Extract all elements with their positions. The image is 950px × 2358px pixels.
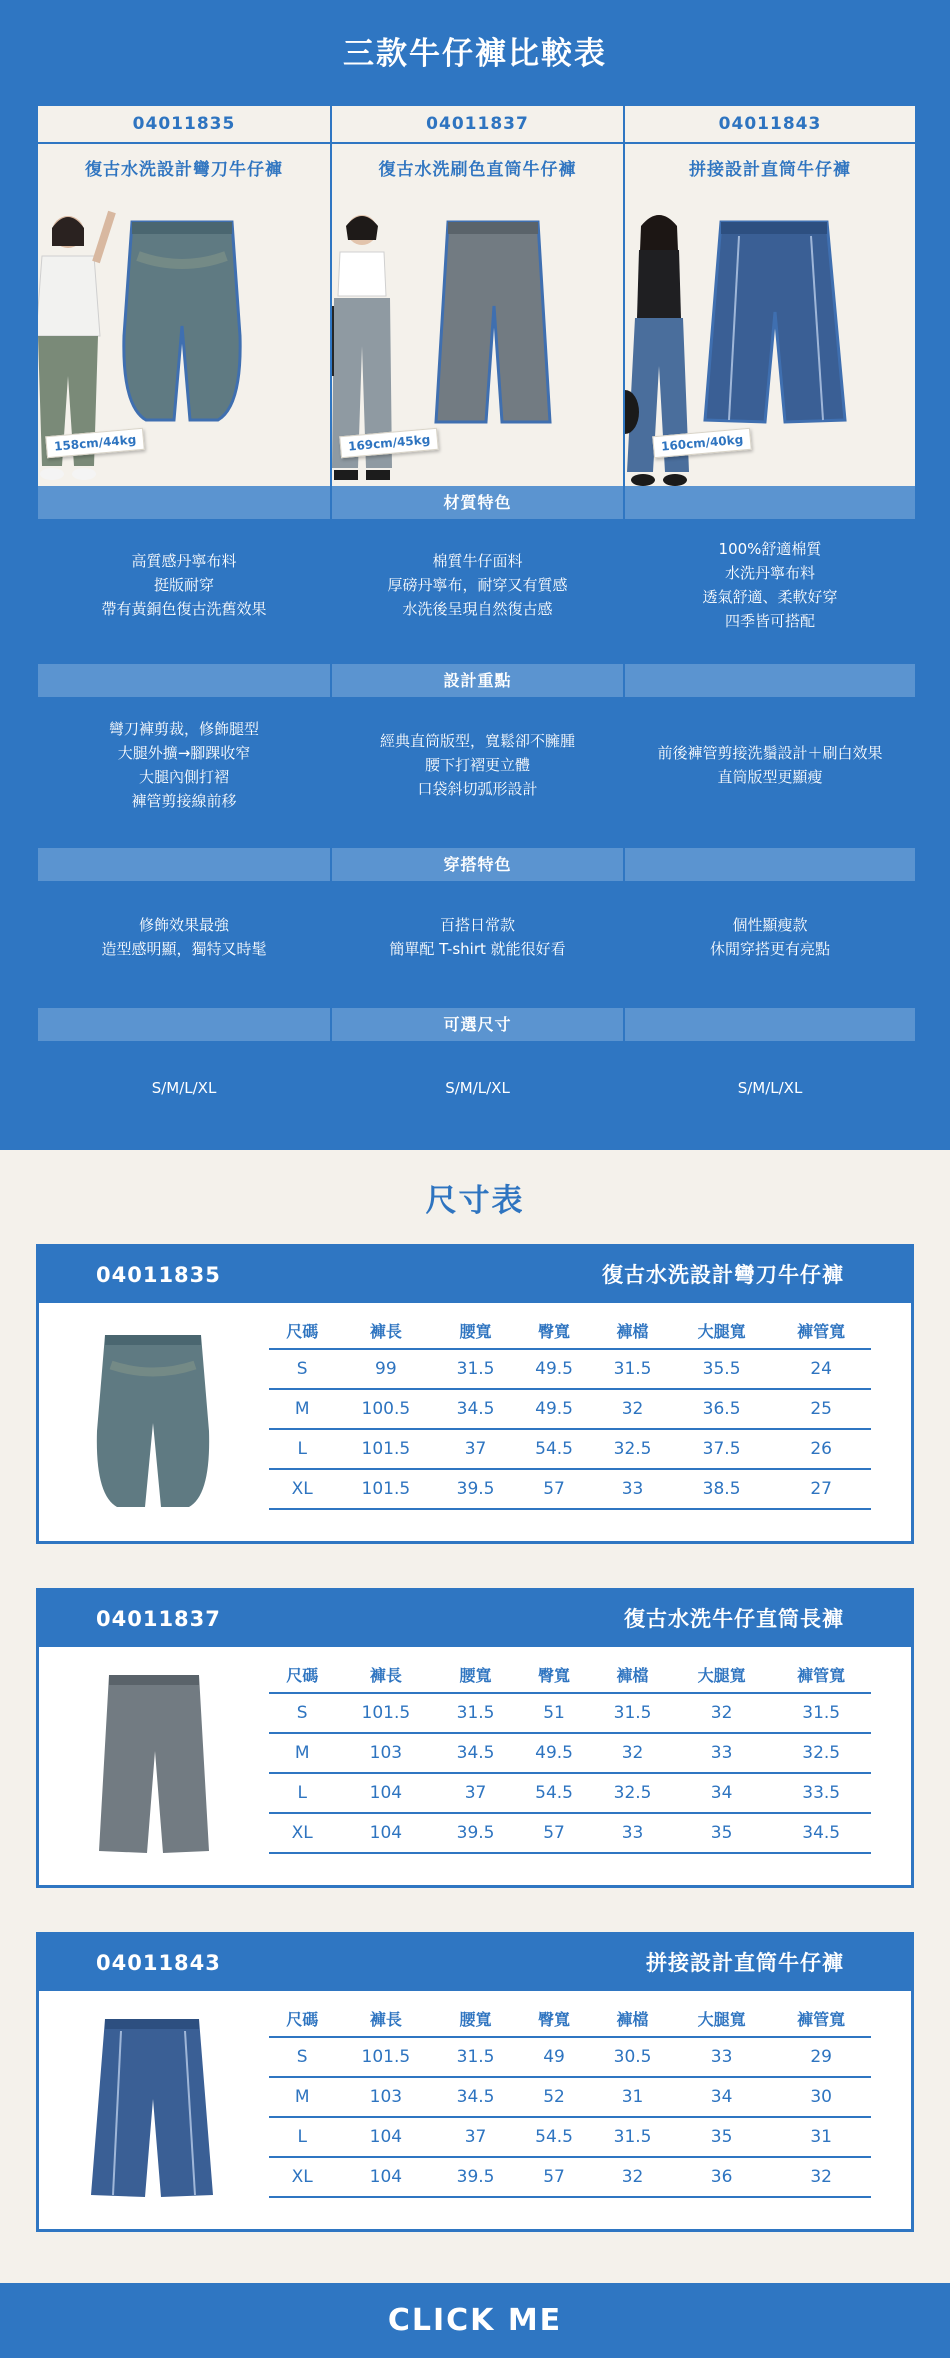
product-code-2: 04011837: [332, 106, 623, 142]
cell: 103: [335, 1733, 436, 1773]
product-name: 復古水洗設計彎刀牛仔褲: [85, 160, 283, 180]
section-bar: [38, 1008, 330, 1041]
section-bar: [38, 848, 330, 881]
section-bar: [38, 664, 330, 697]
col-waist: 腰寬: [436, 1657, 515, 1693]
size-chart-title: 尺寸表: [425, 1183, 525, 1219]
cell: L: [269, 2117, 335, 2157]
col-hem: 褲管寬: [771, 1657, 871, 1693]
col-hip: 臀寬: [515, 1313, 594, 1349]
comparison-title: 三款牛仔褲比較表: [343, 36, 607, 72]
col-size: 尺碼: [269, 2001, 335, 2037]
cell: 31.5: [771, 1693, 871, 1733]
model-measure-tag: 169cm/45kg: [339, 428, 439, 458]
col-hip: 臀寬: [515, 2001, 594, 2037]
cell: 35: [672, 1813, 772, 1853]
cell: 32: [771, 2157, 871, 2197]
cell: 29: [771, 2037, 871, 2077]
col-rise: 褲檔: [593, 1657, 672, 1693]
cell: 33: [672, 2037, 772, 2077]
cell: XL: [269, 2157, 335, 2197]
section-bar: [625, 664, 915, 697]
styling-cell-1: 修飾效果最強 造型感明顯，獨特又時髦: [101, 916, 267, 958]
cell: 36.5: [672, 1389, 772, 1429]
size-table-header-row: [269, 1313, 871, 1349]
cell: 99: [335, 1349, 436, 1389]
col-thigh: 大腿寬: [672, 2001, 772, 2037]
size-table-code: 04011835: [96, 1263, 221, 1287]
cell: 31.5: [593, 1693, 672, 1733]
col-hip: 臀寬: [515, 1657, 594, 1693]
size-table-box-3: [36, 1932, 914, 2232]
size-table-code: 04011837: [96, 1607, 221, 1631]
cell: 101.5: [335, 1469, 436, 1509]
product-panel-1: [38, 144, 330, 490]
cell: 49.5: [515, 1733, 594, 1773]
col-size: 尺碼: [269, 1313, 335, 1349]
cell: L: [269, 1773, 335, 1813]
cell: 104: [335, 2117, 436, 2157]
panel-jeans-image: [699, 216, 849, 428]
col-length: 褲長: [335, 1657, 436, 1693]
product-name: 復古水洗刷色直筒牛仔褲: [378, 160, 577, 180]
product-panel-3: [625, 144, 915, 490]
section-bar: [625, 1008, 915, 1041]
cell: 26: [771, 1429, 871, 1469]
cell: 33: [672, 1733, 772, 1773]
cell: 31.5: [436, 1349, 515, 1389]
click-me-label: CLICK ME: [387, 2303, 563, 2338]
design-cell-2: 經典直筒版型，寬鬆卻不臃腫 腰下打褶更立體 口袋斜切弧形設計: [379, 732, 575, 798]
cell: 104: [335, 2157, 436, 2197]
size-table-2: [269, 1657, 871, 1854]
barrel-jeans-thumb: [93, 1331, 213, 1511]
cell: 31.5: [436, 1693, 515, 1733]
sizes-cell-3: S/M/L/XL: [737, 1079, 803, 1097]
cell: 32: [593, 1733, 672, 1773]
cell: 57: [515, 1469, 594, 1509]
cell: 34: [672, 1773, 772, 1813]
size-table-header-row: [269, 1657, 871, 1693]
cell: 57: [515, 2157, 594, 2197]
cell: S: [269, 1693, 335, 1733]
cell: 57: [515, 1813, 594, 1853]
size-table-code: 04011843: [96, 1951, 221, 1975]
size-table-1: [269, 1313, 871, 1510]
col-thigh: 大腿寬: [672, 1657, 772, 1693]
cell: 35.5: [672, 1349, 772, 1389]
table-row: [269, 2117, 871, 2157]
cell: 30.5: [593, 2037, 672, 2077]
col-length: 褲長: [335, 2001, 436, 2037]
cell: 34: [672, 2077, 772, 2117]
cell: 32: [593, 1389, 672, 1429]
product-code-1: 04011835: [38, 106, 330, 142]
table-row: [269, 1693, 871, 1733]
model-measure-tag: 160cm/40kg: [652, 428, 752, 458]
size-table-3: [269, 2001, 871, 2198]
size-table-header: [39, 1935, 911, 1991]
col-size: 尺碼: [269, 1657, 335, 1693]
table-row: [269, 1349, 871, 1389]
cell: 31.5: [593, 2117, 672, 2157]
size-table-name: 拼接設計直筒牛仔褲: [646, 1951, 844, 1975]
size-table-header: [39, 1247, 911, 1303]
cell: 104: [335, 1773, 436, 1813]
cell: 101.5: [335, 1429, 436, 1469]
cell: XL: [269, 1469, 335, 1509]
col-waist: 腰寬: [436, 2001, 515, 2037]
table-row: [269, 2037, 871, 2077]
section-bar: [38, 486, 330, 519]
design-cell-3: 前後褲管剪接洗鬚設計＋刷白效果 直筒版型更顯瘦: [657, 744, 883, 786]
cell: 104: [335, 1813, 436, 1853]
barrel-jeans-image: [118, 216, 246, 426]
col-waist: 腰寬: [436, 1313, 515, 1349]
col-length: 褲長: [335, 1313, 436, 1349]
material-cell-2: 棉質牛仔面料 厚磅丹寧布，耐穿又有質感 水洗後呈現自然復古感: [387, 552, 568, 618]
cell: 37: [436, 2117, 515, 2157]
cell: 33: [593, 1469, 672, 1509]
cell: 54.5: [515, 1429, 594, 1469]
table-row: [269, 1773, 871, 1813]
table-row: [269, 1429, 871, 1469]
col-hem: 褲管寬: [771, 2001, 871, 2037]
size-table-name: 復古水洗設計彎刀牛仔褲: [602, 1263, 844, 1287]
col-hem: 褲管寬: [771, 1313, 871, 1349]
cell: 101.5: [335, 2037, 436, 2077]
straight-jeans-image: [432, 216, 554, 428]
section-label-styling: 穿搭特色: [443, 855, 512, 874]
cell: M: [269, 1733, 335, 1773]
col-thigh: 大腿寬: [672, 1313, 772, 1349]
cell: 52: [515, 2077, 594, 2117]
comparison-section: [0, 0, 950, 1150]
cell: 37.5: [672, 1429, 772, 1469]
cell: 24: [771, 1349, 871, 1389]
cell: 32.5: [593, 1773, 672, 1813]
cell: 34.5: [436, 1733, 515, 1773]
cell: 51: [515, 1693, 594, 1733]
cell: 54.5: [515, 2117, 594, 2157]
section-label-material: 材質特色: [443, 493, 512, 512]
cell: 31.5: [593, 1349, 672, 1389]
cell: 35: [672, 2117, 772, 2157]
cell: 31.5: [436, 2037, 515, 2077]
cell: 39.5: [436, 1813, 515, 1853]
size-table-name: 復古水洗牛仔直筒長褲: [624, 1607, 844, 1631]
design-cell-1: 彎刀褲剪裁，修飾腿型 大腿外擴→腳踝收窄 大腿內側打褶 褲管剪接線前移: [108, 720, 259, 810]
click-me-button[interactable]: [0, 2283, 950, 2358]
cell: 34.5: [771, 1813, 871, 1853]
cell: XL: [269, 1813, 335, 1853]
product-panel-2: [332, 144, 623, 490]
cell: 34.5: [436, 2077, 515, 2117]
cell: 32.5: [593, 1429, 672, 1469]
product-name: 拼接設計直筒牛仔褲: [689, 160, 851, 180]
cell: 49: [515, 2037, 594, 2077]
cell: 54.5: [515, 1773, 594, 1813]
cell: 103: [335, 2077, 436, 2117]
cell: 49.5: [515, 1389, 594, 1429]
col-rise: 褲檔: [593, 2001, 672, 2037]
table-row: [269, 2077, 871, 2117]
product-code-3: 04011843: [625, 106, 915, 142]
cell: 33.5: [771, 1773, 871, 1813]
material-cell-3: 100%舒適棉質 水洗丹寧布料 透氣舒適、柔軟好穿 四季皆可搭配: [702, 540, 838, 630]
cell: M: [269, 2077, 335, 2117]
cell: 37: [436, 1429, 515, 1469]
cell: 36: [672, 2157, 772, 2197]
straight-jeans-thumb: [95, 1671, 213, 1857]
cell: 31: [593, 2077, 672, 2117]
cell: 27: [771, 1469, 871, 1509]
cell: 30: [771, 2077, 871, 2117]
cell: M: [269, 1389, 335, 1429]
cell: 25: [771, 1389, 871, 1429]
size-table-header-row: [269, 2001, 871, 2037]
cell: 32: [593, 2157, 672, 2197]
cell: 32.5: [771, 1733, 871, 1773]
cell: 32: [672, 1693, 772, 1733]
cell: S: [269, 1349, 335, 1389]
size-table-header: [39, 1591, 911, 1647]
col-rise: 褲檔: [593, 1313, 672, 1349]
cell: 39.5: [436, 2157, 515, 2197]
cell: 31: [771, 2117, 871, 2157]
table-row: [269, 1389, 871, 1429]
section-label-sizes: 可選尺寸: [443, 1015, 512, 1034]
table-row: [269, 2157, 871, 2197]
sizes-cell-2: S/M/L/XL: [445, 1079, 510, 1097]
cell: 49.5: [515, 1349, 594, 1389]
cell: 100.5: [335, 1389, 436, 1429]
table-row: [269, 1813, 871, 1853]
cell: 39.5: [436, 1469, 515, 1509]
styling-cell-2: 百搭日常款 簡單配 T-shirt 就能很好看: [389, 916, 566, 958]
cell: 101.5: [335, 1693, 436, 1733]
panel-jeans-thumb: [87, 2015, 217, 2201]
cell: 33: [593, 1813, 672, 1853]
size-table-box-2: [36, 1588, 914, 1888]
sizes-cell-1: S/M/L/XL: [151, 1079, 217, 1097]
size-table-box-1: [36, 1244, 914, 1544]
section-label-design: 設計重點: [443, 671, 512, 690]
section-bar: [625, 848, 915, 881]
cell: 34.5: [436, 1389, 515, 1429]
cell: 37: [436, 1773, 515, 1813]
cell: L: [269, 1429, 335, 1469]
section-bar: [625, 486, 915, 519]
cell: 38.5: [672, 1469, 772, 1509]
material-cell-1: 高質感丹寧布料 挺版耐穿 帶有黃銅色復古洗舊效果: [101, 552, 267, 618]
styling-cell-3: 個性顯瘦款 休閒穿搭更有亮點: [709, 916, 830, 958]
table-row: [269, 1733, 871, 1773]
cell: S: [269, 2037, 335, 2077]
table-row: [269, 1469, 871, 1509]
model-measure-tag: 158cm/44kg: [45, 428, 145, 458]
